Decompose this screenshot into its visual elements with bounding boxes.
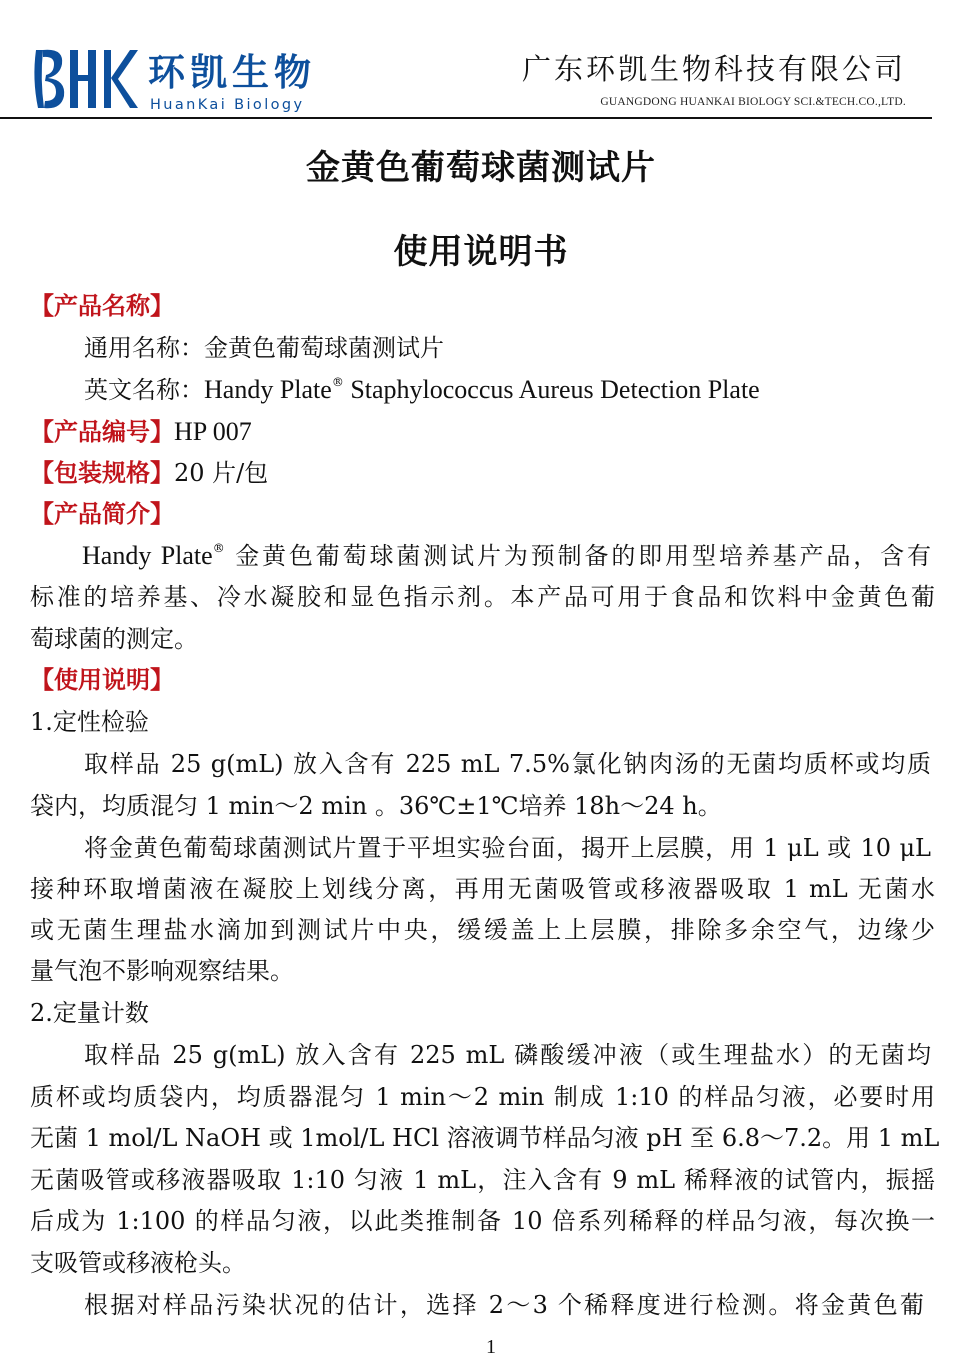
document-subtitle: 使用说明书 — [393, 232, 569, 272]
paragraph-line: 无菌 1 mol/L NaOH 或 1mol/L HCl 溶液调节样品匀液 pH 至 6.8～7.2。用 1 mL — [30, 1124, 940, 1152]
package-spec-value: 20 片/包 — [174, 459, 269, 487]
paragraph-line: 根据对样品污染状况的估计，选择 2～3 个稀释度进行检测。将金黄色葡 — [84, 1291, 924, 1319]
logo-english-name: HuanKai Biology — [150, 97, 305, 113]
common-name-line: 通用名称：金黄色葡萄球菌测试片 — [84, 334, 444, 362]
intro-paragraph-line: 萄球菌的测定。 — [30, 625, 198, 653]
paragraph-line: 无菌吸管或移液器吸取 1:10 匀液 1 mL，注入含有 9 mL 稀释液的试管内，振摇 — [30, 1166, 935, 1194]
paragraph-line: 后成为 1:100 的样品匀液，以此类推制备 10 倍系列稀释的样品匀液，每次换一 — [30, 1207, 935, 1235]
brand-name: Handy Plate — [82, 541, 213, 570]
product-code-line — [30, 412, 935, 452]
section-heading-usage — [30, 660, 935, 700]
header-divider — [0, 117, 932, 119]
company-name-chinese: 广东环凯生物科技有限公司 — [521, 52, 906, 86]
paragraph-line: 将金黄色葡萄球菌测试片置于平坦实验台面，揭开上层膜，用 1 μL 或 10 μL — [84, 834, 931, 862]
bhk-logo-icon — [30, 44, 138, 114]
paragraph-line: 支吸管或移液枪头。 — [30, 1249, 246, 1277]
english-name-label: 英文名称： — [84, 376, 204, 404]
brand-name: Handy Plate — [204, 375, 332, 404]
paragraph-line: 取样品 25 g(mL) 放入含有 225 mL 7.5%氯化钠肉汤的无菌均质杯或均质 — [84, 750, 931, 778]
paragraph-line: 袋内，均质混匀 1 min～2 min 。36℃±1℃培养 18h～24 h。 — [30, 792, 722, 820]
subsection-title-qualitative: 1.定性检验 — [30, 708, 149, 736]
heading-label: 【包装规格】 — [30, 459, 174, 487]
paragraph-line: 质杯或均质袋内，均质器混匀 1 min～2 min 制成 1:10 的样品匀液，必要时用 — [30, 1083, 935, 1111]
section-heading-intro — [30, 494, 935, 534]
company-name-english: GUANGDONG HUANKAI BIOLOGY SCI.&TECH.CO.,LTD. — [600, 96, 906, 108]
section-heading-product-name — [30, 286, 935, 326]
package-spec-line — [30, 453, 935, 493]
english-name-value: Staphylococcus Aureus Detection Plate — [343, 375, 760, 404]
logo-chinese-name: 环凯生物 — [148, 51, 316, 94]
heading-label: 【产品名称】 — [30, 292, 174, 320]
paragraph-line: 接种环取增菌液在凝胶上划线分离，再用无菌吸管或移液器吸取 1 mL 无菌水 — [30, 875, 935, 903]
paragraph-line: 量气泡不影响观察结果。 — [30, 957, 294, 985]
paragraph-line: 取样品 25 g(mL) 放入含有 225 mL 磷酸缓冲液（或生理盐水）的无菌均 — [84, 1041, 931, 1069]
paragraph-line: 或无菌生理盐水滴加到测试片中央，缓缓盖上上层膜，排除多余空气，边缘少 — [30, 916, 935, 944]
page-number: 1 — [486, 1336, 496, 1358]
heading-label: 【使用说明】 — [30, 666, 174, 694]
heading-label: 【产品简介】 — [30, 500, 174, 528]
document-title: 金黄色葡萄球菌测试片 — [306, 148, 656, 188]
intro-paragraph-line: 标准的培养基、冷水凝胶和显色指示剂。本产品可用于食品和饮料中金黄色葡 — [30, 583, 935, 611]
heading-label: 【产品编号】 — [30, 418, 174, 446]
english-name-line — [84, 370, 972, 410]
registered-mark: ® — [212, 541, 225, 555]
product-code-value: HP 007 — [174, 417, 252, 446]
subsection-title-quantitative: 2.定量计数 — [30, 999, 149, 1027]
intro-paragraph-line — [82, 536, 931, 576]
registered-mark: ® — [331, 375, 344, 389]
intro-text: 金黄色葡萄球菌测试片为预制备的即用型培养基产品，含有 — [224, 542, 931, 570]
page-header — [0, 0, 972, 122]
